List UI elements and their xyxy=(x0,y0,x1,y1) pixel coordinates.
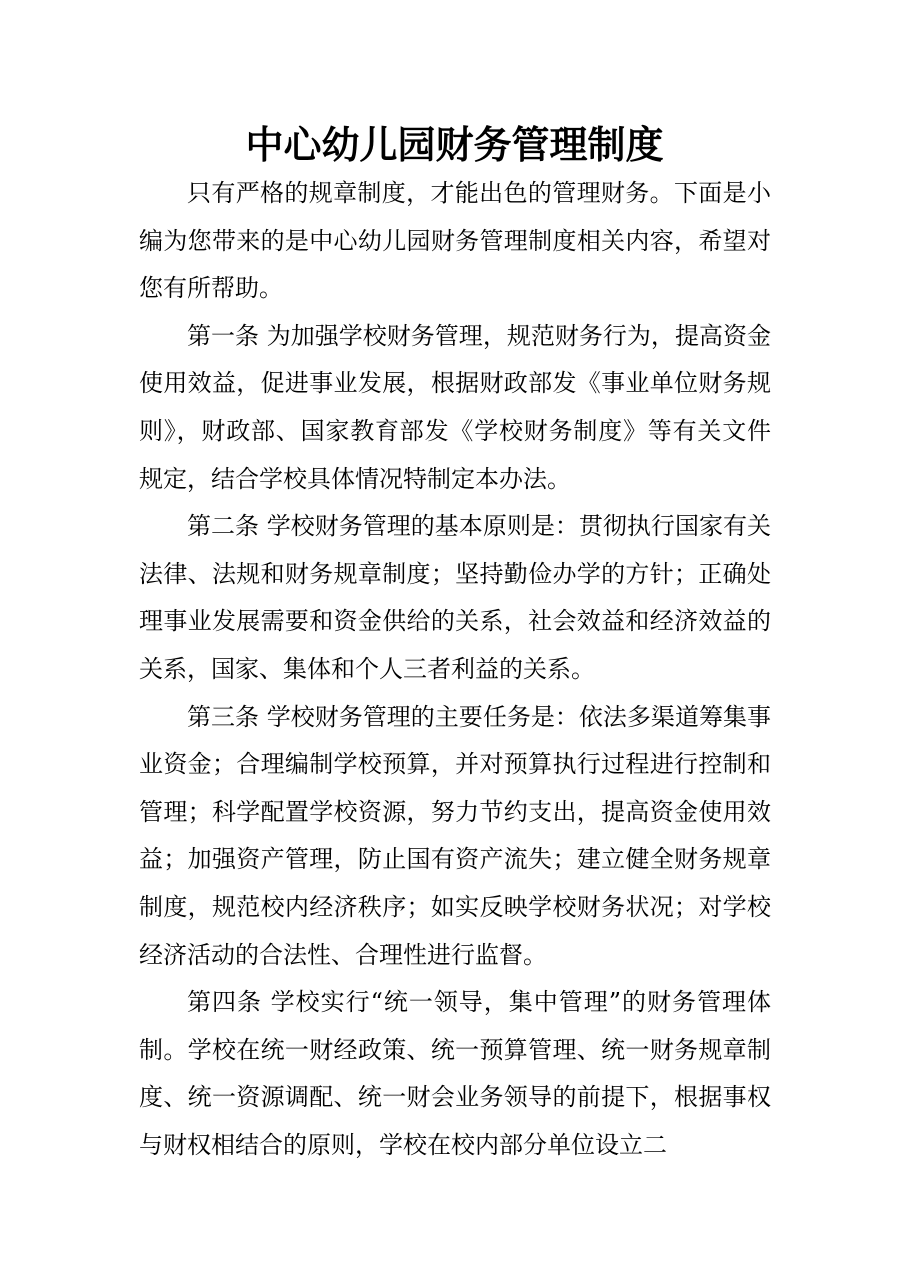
paragraph-article-2: 第二条 学校财务管理的基本原则是：贯彻执行国家有关法律、法规和财务规章制度；坚持勤俭办学的方针；正确处理事业发展需要和资金供给的关系，社会效益和经济效益的关系，国家、集体和个人三者利益的关系。 xyxy=(139,512,771,683)
paragraph-article-1: 第一条 为加强学校财务管理，规范财务行为，提高资金使用效益，促进事业发展，根据财政部发《事业单位财务规则》，财政部、国家教育部发《学校财务制度》等有关文件规定，结合学校具体情况特制定本办法。 xyxy=(139,321,771,493)
paragraph-article-4: 第四条 学校实行“统一领导，集中管理”的财务管理体制。学校在统一财经政策、统一预算管理、统一财务规章制度、统一资源调配、统一财会业务领导的前提下，根据事权与财权相结合的原则，学校在校内部分单位设立二 xyxy=(139,988,771,1159)
paragraph-article-3: 第三条 学校财务管理的主要任务是：依法多渠道筹集事业资金；合理编制学校预算，并对预算执行过程进行控制和管理；科学配置学校资源，努力节约支出，提高资金使用效益；加强资产管理，防止国有资产流失；建立健全财务规章制度，规范校内经济秩序；如实反映学校财务状况；对学校经济活动的合法性、合理性进行监督。 xyxy=(139,702,771,969)
document-title: 中心幼儿园财务管理制度 xyxy=(245,122,664,167)
paragraph-intro: 只有严格的规章制度，才能出色的管理财务。下面是小编为您带来的是中心幼儿园财务管理制度相关内容，希望对您有所帮助。 xyxy=(139,179,771,303)
document-body xyxy=(139,170,771,1169)
